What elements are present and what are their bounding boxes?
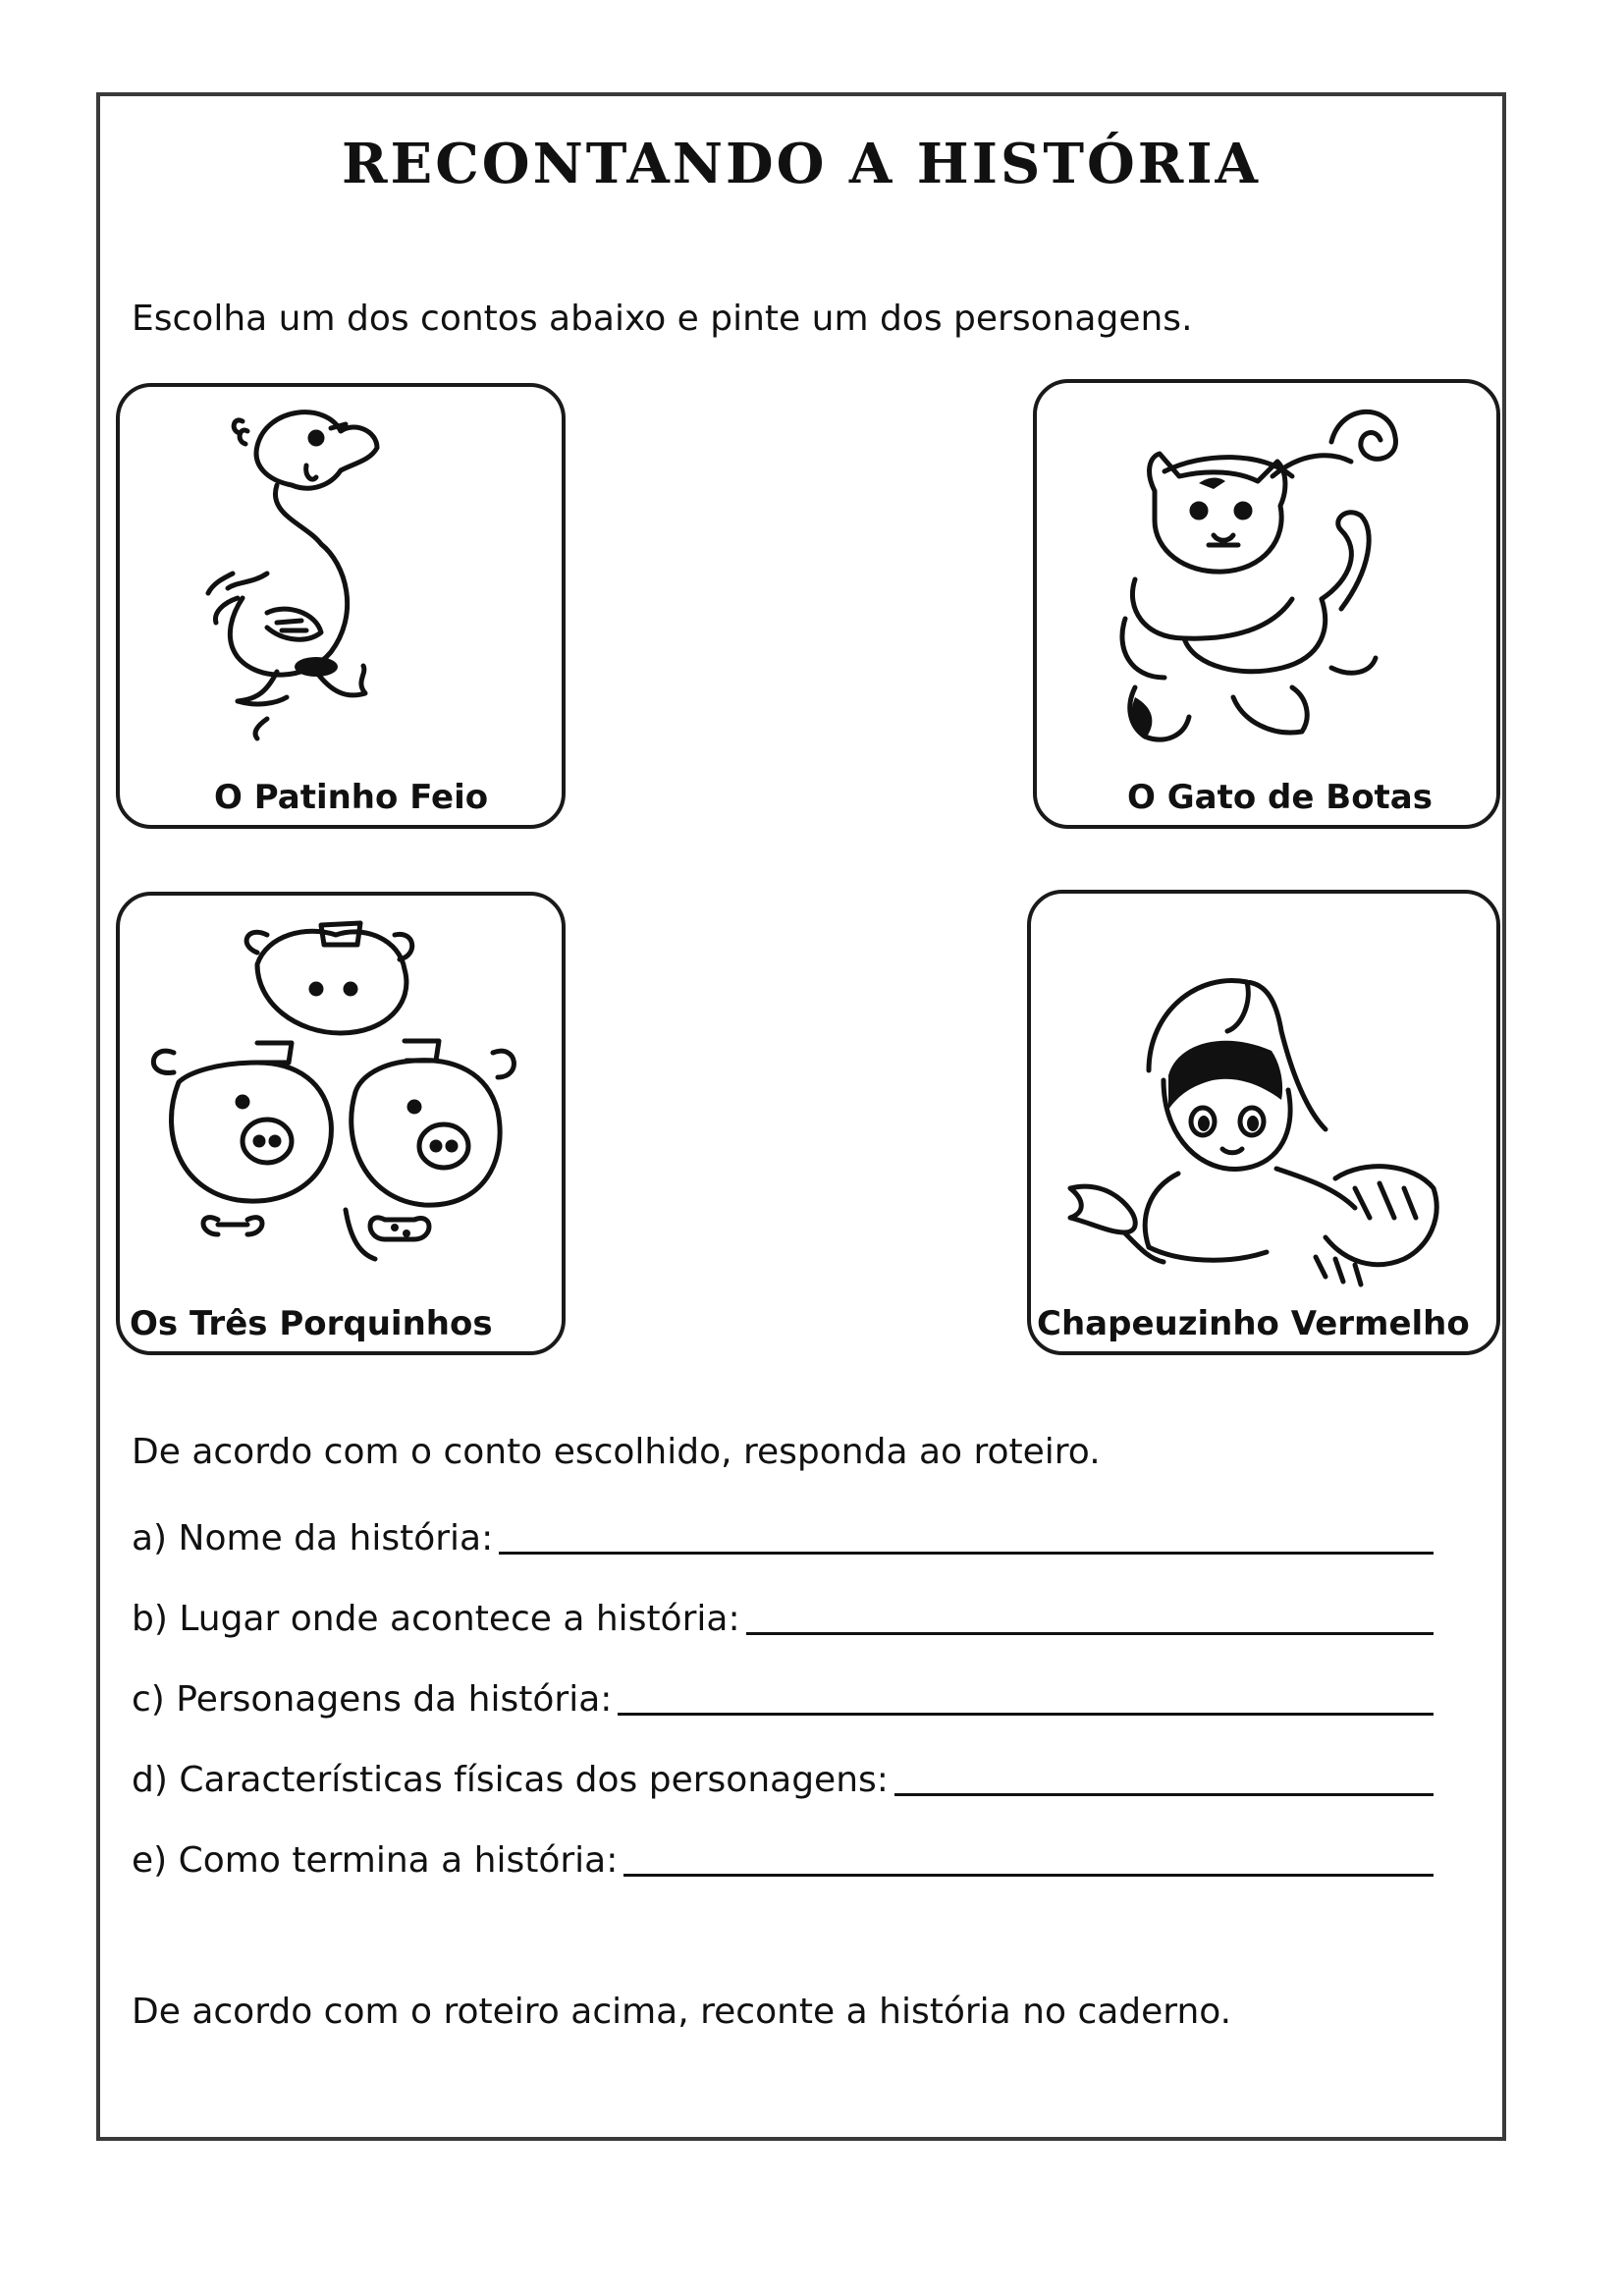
worksheet: [96, 92, 1506, 2141]
page-title: RECONTANDO A HISTÓRIA: [342, 132, 1261, 196]
question-row-a: [132, 1518, 1434, 1558]
question-row-e: [132, 1840, 1434, 1881]
card-gato-de-botas[interactable]: [1033, 379, 1500, 829]
card-patinho-feio[interactable]: [116, 383, 566, 829]
card-chapeuzinho-vermelho[interactable]: [1027, 890, 1500, 1355]
cat-icon: [1037, 383, 1496, 825]
question-label-e: e) Como termina a história:: [132, 1840, 619, 1881]
question-label-d: d) Características físicas dos personagens:: [132, 1760, 889, 1800]
answer-line-b[interactable]: [746, 1603, 1434, 1635]
question-row-b: [132, 1599, 1434, 1639]
answer-line-d[interactable]: [894, 1764, 1434, 1796]
card-label-tres-porquinhos: Os Três Porquinhos: [130, 1304, 493, 1343]
question-label-b: b) Lugar onde acontece a história:: [132, 1599, 740, 1639]
red-riding-hood-icon: [1031, 894, 1496, 1351]
question-label-a: a) Nome da história:: [132, 1518, 494, 1558]
question-row-c: [132, 1679, 1434, 1720]
question-label-c: c) Personagens da história:: [132, 1679, 613, 1720]
card-tres-porquinhos[interactable]: [116, 892, 566, 1355]
duckling-icon: [120, 387, 562, 825]
instruction-bottom: De acordo com o roteiro acima, reconte a história no caderno.: [132, 1992, 1232, 2032]
instruction-top: Escolha um dos contos abaixo e pinte um dos personagens.: [132, 299, 1193, 339]
card-label-gato-de-botas: O Gato de Botas: [1127, 778, 1433, 817]
card-label-patinho-feio: O Patinho Feio: [214, 778, 489, 817]
answer-line-a[interactable]: [499, 1522, 1434, 1555]
instruction-middle: De acordo com o conto escolhido, responda ao roteiro.: [132, 1432, 1101, 1472]
answer-line-e[interactable]: [623, 1844, 1434, 1877]
question-row-d: [132, 1760, 1434, 1800]
card-label-chapeuzinho-vermelho: Chapeuzinho Vermelho: [1037, 1304, 1470, 1343]
pigs-icon: [120, 896, 562, 1351]
answer-line-c[interactable]: [618, 1683, 1434, 1716]
